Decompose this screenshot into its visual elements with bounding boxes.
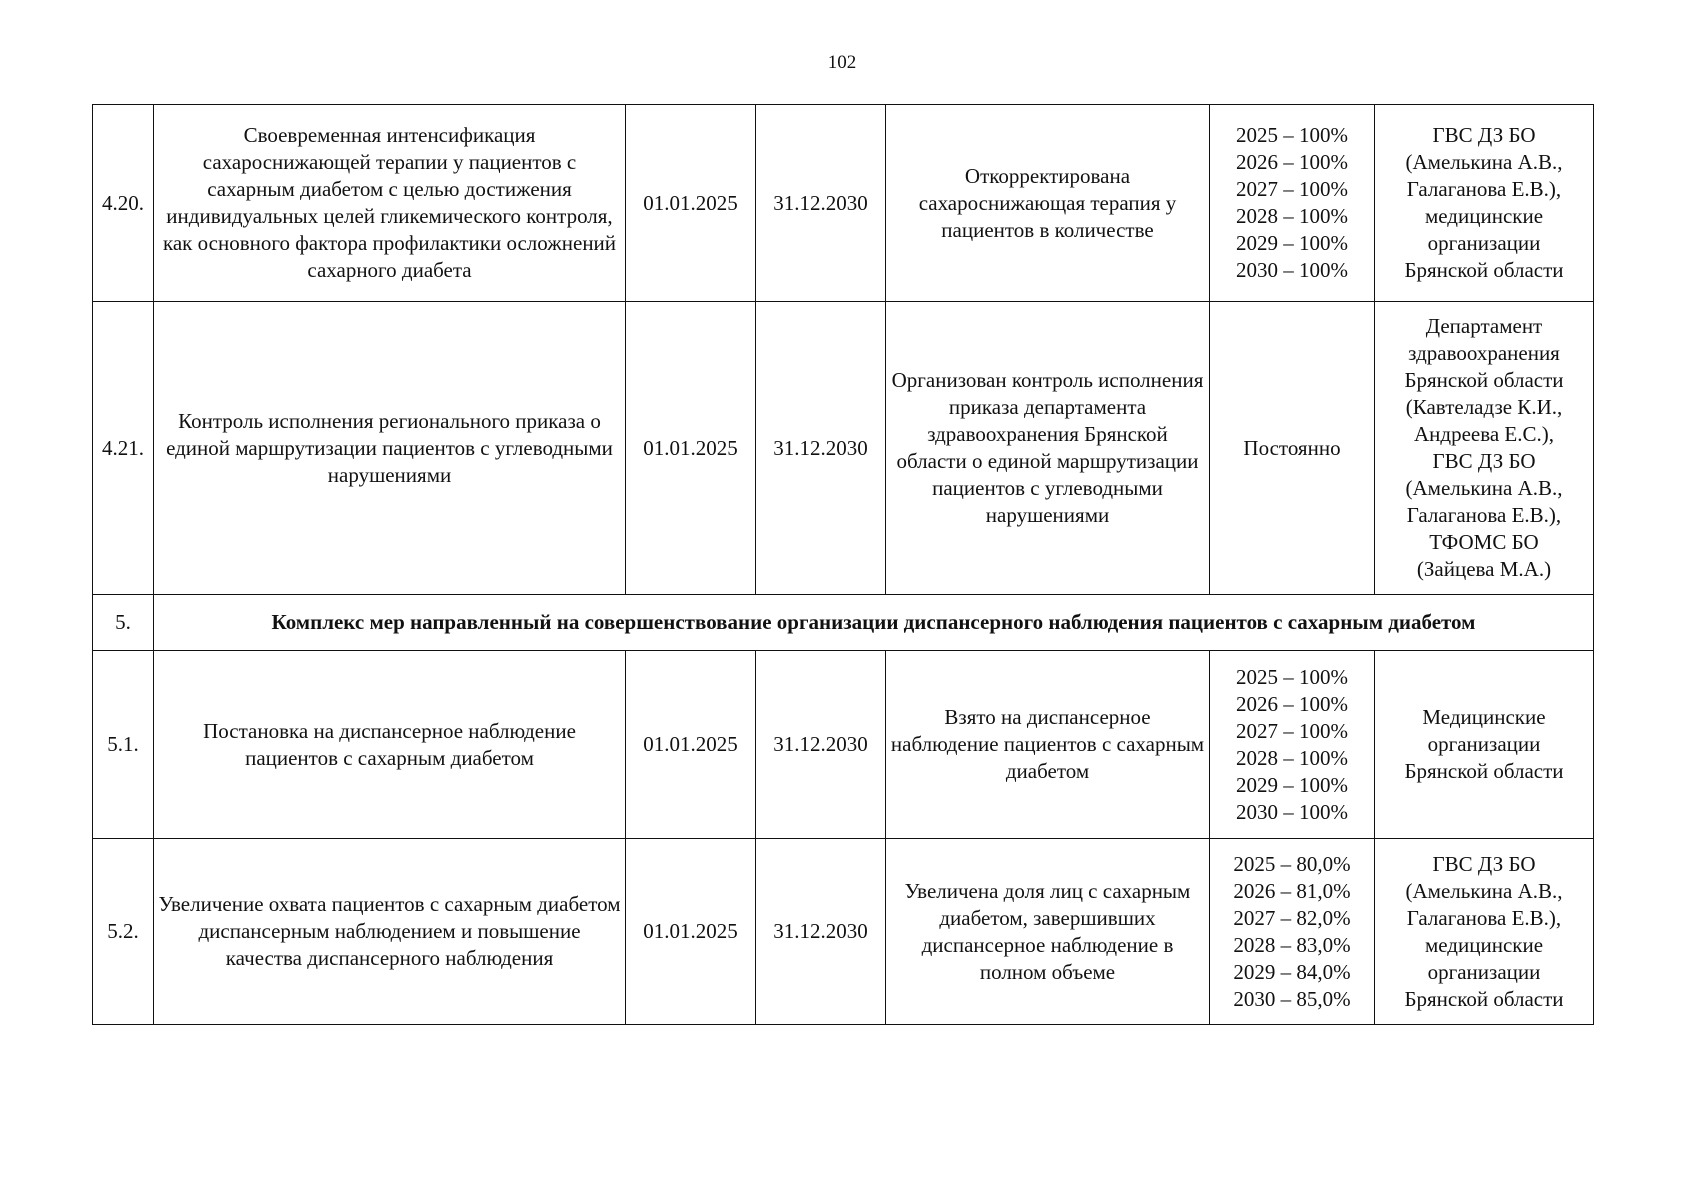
start-date-cell: 01.01.2025 xyxy=(626,105,756,302)
responsible-cell xyxy=(1375,302,1594,595)
responsible-line: Брянской области xyxy=(1404,986,1564,1011)
activity-cell: Контроль исполнения регионального приказа о единой маршрутизации пациентов с углеводными нарушениями xyxy=(154,302,626,595)
responsible-line: ГВС ДЗ БО xyxy=(1432,123,1536,147)
responsible-line: ГВС ДЗ БО xyxy=(1432,851,1536,876)
start-date-cell: 01.01.2025 xyxy=(626,302,756,595)
responsible-cell xyxy=(1375,651,1594,839)
responsible-line: Брянской области xyxy=(1404,258,1564,282)
result-cell: Взято на диспансерное наблюдение пациентов с сахарным диабетом xyxy=(886,651,1210,839)
responsible-line: Андреева Е.С.), xyxy=(1413,422,1555,446)
row-number: 4.21. xyxy=(93,302,154,595)
target-line: 2030 – 100% xyxy=(1236,258,1348,282)
responsible-line: медицинские xyxy=(1424,932,1544,957)
target-line: 2030 – 85,0% xyxy=(1233,986,1351,1011)
section-number: 5. xyxy=(93,595,154,651)
target-line: 2025 – 100% xyxy=(1236,123,1348,147)
end-date-cell: 31.12.2030 xyxy=(756,105,886,302)
table-row xyxy=(93,302,1594,595)
result-cell: Увеличена доля лиц с сахарным диабетом, завершивших диспансерное наблюдение в полном объеме xyxy=(886,839,1210,1025)
responsible-line: (Амелькина А.В., xyxy=(1405,878,1563,903)
plan-table xyxy=(92,104,1594,1025)
row-number: 4.20. xyxy=(93,105,154,302)
target-line: 2025 – 80,0% xyxy=(1233,851,1351,876)
responsible-line: ТФОМС БО xyxy=(1429,530,1539,554)
end-date-cell: 31.12.2030 xyxy=(756,302,886,595)
responsible-line: организации xyxy=(1427,231,1541,255)
result-cell: Откорректирована сахароснижающая терапия у пациентов в количестве xyxy=(886,105,1210,302)
target-line: 2026 – 100% xyxy=(1236,150,1348,174)
responsible-line: медицинские xyxy=(1424,204,1544,228)
target-line: 2025 – 100% xyxy=(1236,664,1348,689)
responsible-line: здравоохранения xyxy=(1408,341,1560,365)
activity-cell: Постановка на диспансерное наблюдение пациентов с сахарным диабетом xyxy=(154,651,626,839)
activity-cell: Увеличение охвата пациентов с сахарным диабетом диспансерным наблюдением и повышение качества диспансерного наблюдения xyxy=(154,839,626,1025)
target-line: 2026 – 100% xyxy=(1236,691,1348,716)
responsible-line: организации xyxy=(1427,959,1541,984)
target-line: 2029 – 100% xyxy=(1236,231,1348,255)
section-title: Комплекс мер направленный на совершенствование организации диспансерного наблюдения пациентов с сахарным диабетом xyxy=(154,595,1594,651)
target-line: 2027 – 82,0% xyxy=(1233,905,1351,930)
responsible-line: Галаганова Е.В.), xyxy=(1406,503,1562,527)
result-cell: Организован контроль исполнения приказа департамента здравоохранения Брянской области о единой маршрутизации пациентов с углеводными нарушениями xyxy=(886,302,1210,595)
page-number: 102 xyxy=(827,52,857,73)
row-number: 5.1. xyxy=(93,651,154,839)
responsible-cell xyxy=(1375,105,1594,302)
responsible-line: (Кавтеладзе К.И., xyxy=(1405,395,1563,419)
responsible-line: (Амелькина А.В., xyxy=(1405,150,1563,174)
responsible-line: Галаганова Е.В.), xyxy=(1406,905,1562,930)
responsible-line: Брянской области xyxy=(1404,759,1564,783)
table-row xyxy=(93,839,1594,1025)
activity-cell: Своевременная интенсификация сахароснижающей терапии у пациентов с сахарным диабетом с целью достижения индивидуальных целей гликемического контроля, как основного фактора профилактики осложнений сахарного диабета xyxy=(154,105,626,302)
targets-cell: Постоянно xyxy=(1210,302,1375,595)
table-row xyxy=(93,651,1594,839)
targets-cell xyxy=(1210,105,1375,302)
responsible-line: Департамент xyxy=(1425,314,1543,338)
responsible-line: Медицинские xyxy=(1422,705,1546,729)
row-number: 5.2. xyxy=(93,839,154,1025)
target-line: 2027 – 100% xyxy=(1236,718,1348,743)
table-row xyxy=(93,105,1594,302)
target-line: 2027 – 100% xyxy=(1236,177,1348,201)
responsible-line: организации xyxy=(1427,732,1541,756)
responsible-line: (Амелькина А.В., xyxy=(1405,476,1563,500)
responsible-line: Брянской области xyxy=(1404,368,1564,392)
section-row xyxy=(93,595,1594,651)
targets-cell xyxy=(1210,651,1375,839)
target-line: 2026 – 81,0% xyxy=(1233,878,1351,903)
end-date-cell: 31.12.2030 xyxy=(756,651,886,839)
start-date-cell: 01.01.2025 xyxy=(626,651,756,839)
target-line: 2028 – 83,0% xyxy=(1233,932,1351,957)
target-line: 2028 – 100% xyxy=(1236,204,1348,228)
responsible-line: (Зайцева М.А.) xyxy=(1416,557,1552,581)
end-date-cell: 31.12.2030 xyxy=(756,839,886,1025)
targets-cell xyxy=(1210,839,1375,1025)
target-line: 2029 – 84,0% xyxy=(1233,959,1351,984)
responsible-cell xyxy=(1375,839,1594,1025)
start-date-cell: 01.01.2025 xyxy=(626,839,756,1025)
target-line: 2029 – 100% xyxy=(1236,772,1348,797)
target-line: 2028 – 100% xyxy=(1236,745,1348,770)
responsible-line: Галаганова Е.В.), xyxy=(1406,177,1562,201)
responsible-line: ГВС ДЗ БО xyxy=(1432,449,1536,473)
target-line: 2030 – 100% xyxy=(1236,799,1348,824)
